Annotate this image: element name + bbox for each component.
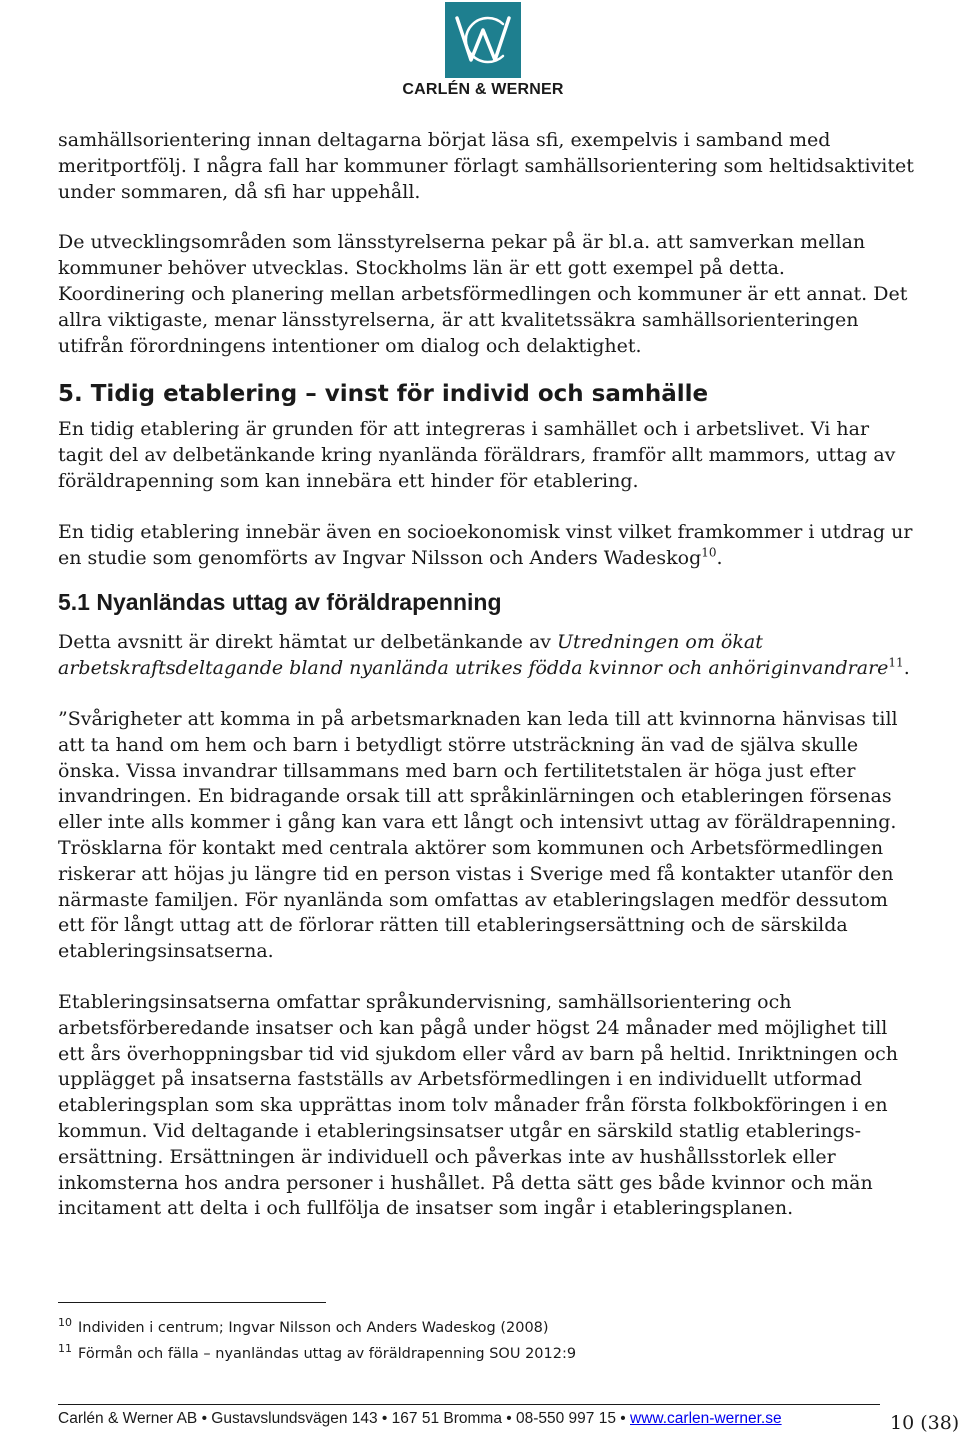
footnote-ref[interactable]: 10 <box>701 545 717 560</box>
paragraph-end: . <box>903 657 910 680</box>
footnote-ref[interactable]: 11 <box>888 655 904 670</box>
paragraph-end: . <box>716 546 723 569</box>
paragraph <box>58 630 914 682</box>
footnote-number: 10 <box>58 1316 72 1330</box>
footnote-text: Individen i centrum; Ingvar Nilsson och Anders Wadeskog (2008) <box>78 1320 549 1336</box>
page-number: 10 (38) <box>890 1412 960 1434</box>
subsection-heading: 5.1 Nyanländas uttag av föräldrapenning <box>58 589 502 616</box>
paragraph: En tidig etablering är grunden för att integreras i samhället och i arbetslivet. Vi har tagit del av delbetänkande kring nyanlända föräldrars, framför allt mammors, uttag av föräldrapenning som kan innebära ett hinder för etablering. <box>58 418 896 492</box>
footnote-divider <box>58 1302 326 1303</box>
company-name: CARLÉN & WERNER <box>402 81 564 98</box>
document-body <box>58 128 914 1222</box>
section-heading: 5. Tidig etablering – vinst för individ och samhälle <box>58 381 709 408</box>
footnote <box>58 1341 914 1367</box>
company-logo <box>445 2 521 78</box>
paragraph: Etableringsinsatserna omfattar språkundervisning, samhällsorientering och arbetsförberedande insatser och kan pågå under högst 24 månader med möjlighet till ett års överhoppningsbar tid vid sjukdom eller vård av barn på heltid. Inriktningen och upplägget på insatserna fastställs av Arbetsförmedlingen i en individuellt utformad etableringsplan som ska upprättas inom tolv månader från första folkbokföringen i en kommun. Vid deltagande i etableringsinsatser utgår en särskild statlig etablerings-ersättning. Ersättningen är individuell och påverkas inte av hushållsstorlek eller inkomsterna hos andra personer i hushållet. På detta sätt ges både kvinnor och män incitament att delta i och fullfölja de insatser som ingår i etableringsplanen. <box>58 990 899 1220</box>
paragraph <box>58 520 914 572</box>
footnote-text: Förmån och fälla – nyanländas uttag av föräldrapenning SOU 2012:9 <box>78 1346 577 1362</box>
footnotes <box>58 1302 914 1367</box>
report-title: Utredningen om ökat arbetskraftsdeltagande bland nyanlända utrikes födda kvinnor och anhöriginvandrare <box>58 631 889 680</box>
footer-divider <box>58 1404 880 1405</box>
footnote <box>58 1315 914 1341</box>
footer-address: Carlén & Werner AB • Gustavslundsvägen 143 • 167 51 Bromma • 08-550 997 15 • <box>58 1410 630 1427</box>
paragraph: De utvecklingsområden som länsstyrelserna pekar på är bl.a. att samverkan mellan kommuner behöver utvecklas. Stockholms län är ett gott exempel på detta. Koordinering och planering mellan arbetsförmedlingen och kommuner är ett annat. Det allra viktigaste, menar länsstyrelserna, är att kvalitetssäkra samhällsorienteringen utifrån förordningens intentioner om dialog och delaktighet. <box>58 231 908 357</box>
page-header <box>0 0 960 110</box>
website-link[interactable]: www.carlen-werner.se <box>630 1410 782 1427</box>
paragraph-text: Detta avsnitt är direkt hämtat ur delbetänkande av <box>58 631 558 654</box>
footnote-number: 11 <box>58 1342 72 1356</box>
paragraph-text: En tidig etablering innebär även en socioekonomisk vinst vilket framkommer i utdrag ur en studie som genomförts av Ingvar Nilsson och Anders Wadeskog <box>58 520 913 569</box>
logo-monogram-icon <box>445 2 521 78</box>
paragraph: samhällsorientering innan deltagarna börjat läsa sfi, exempelvis i samband med meritportfölj. I några fall har kommuner förlagt samhällsorientering som heltidsaktivitet under sommaren, då sfi har uppehåll. <box>58 129 914 203</box>
page-footer <box>58 1410 782 1428</box>
quote-paragraph: ”Svårigheter att komma in på arbetsmarknaden kan leda till att kvinnorna hänvisas till att ta hand om hem och barn i betydligt större utsträckning än vad de själva skulle önska. Vissa invandrar tillsammans med barn och fertilitetstalen är höga just efter invandringen. En bidragande orsak till att språkinlärningen och etableringen försenas eller inte alls kommer i gång kan vara ett långt och intensivt uttag av föräldrapenning. Trösklarna för kontakt med centrala aktörer som kommunen och Arbetsförmedlingen riskerar att höjas ju längre tid en person vistas i Sverige med få kontakter utanför den närmaste familjen. För nyanlända som omfattas av etableringslagen medför dessutom ett för långt uttag att de förlorar rätten till etableringsersättning och de särskilda etableringsinsatserna. <box>58 707 898 963</box>
